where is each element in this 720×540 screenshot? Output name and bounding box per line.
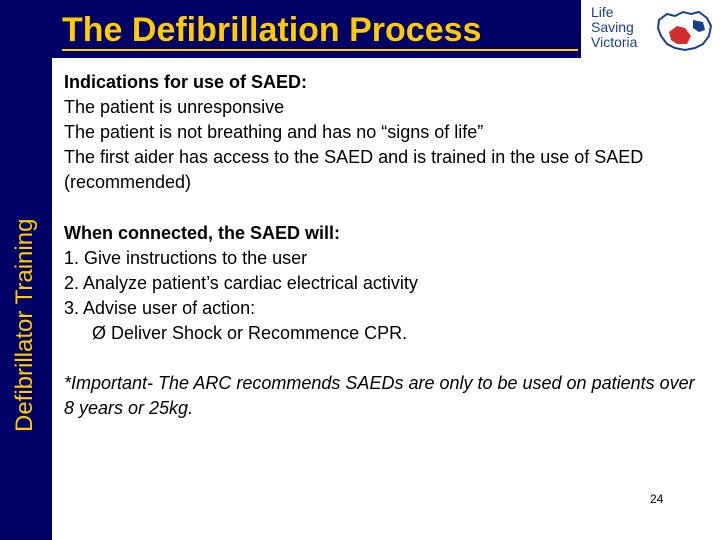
indication-item: The patient is unresponsive xyxy=(64,97,285,117)
connected-item: 2. Analyze patient’s cardiac electrical activity xyxy=(64,273,418,293)
slide-content xyxy=(64,70,704,421)
sidebar xyxy=(0,0,52,540)
indications-heading: Indications for use of SAED: xyxy=(64,72,308,92)
sidebar-label: Defibrillator Training xyxy=(11,218,38,432)
lifesaver-australia-map-icon xyxy=(653,6,715,54)
logo-line-2: Saving xyxy=(591,19,634,35)
connected-item: 3. Advise user of action: xyxy=(64,298,256,318)
logo xyxy=(581,0,720,58)
spacer xyxy=(64,195,704,221)
important-note: *Important- The ARC recommends SAEDs are only to be used on patients over 8 years or 25kg. xyxy=(64,373,695,418)
logo-text xyxy=(591,5,651,50)
indication-item: The first aider has access to the SAED and is trained in the use of SAED (recommended) xyxy=(64,147,644,192)
spacer xyxy=(64,346,704,371)
connected-heading: When connected, the SAED will: xyxy=(64,223,341,243)
page-number: 24 xyxy=(650,492,664,506)
connected-sub-item: Ø Deliver Shock or Recommence CPR. xyxy=(92,323,408,343)
connected-item: 1. Give instructions to the user xyxy=(64,248,308,268)
title-underline xyxy=(62,49,578,51)
indication-item: The patient is not breathing and has no “signs of life” xyxy=(64,122,484,142)
slide-title: The Defibrillation Process xyxy=(62,11,482,49)
logo-line-1: Life xyxy=(591,4,614,20)
logo-line-3: Victoria xyxy=(591,34,638,50)
